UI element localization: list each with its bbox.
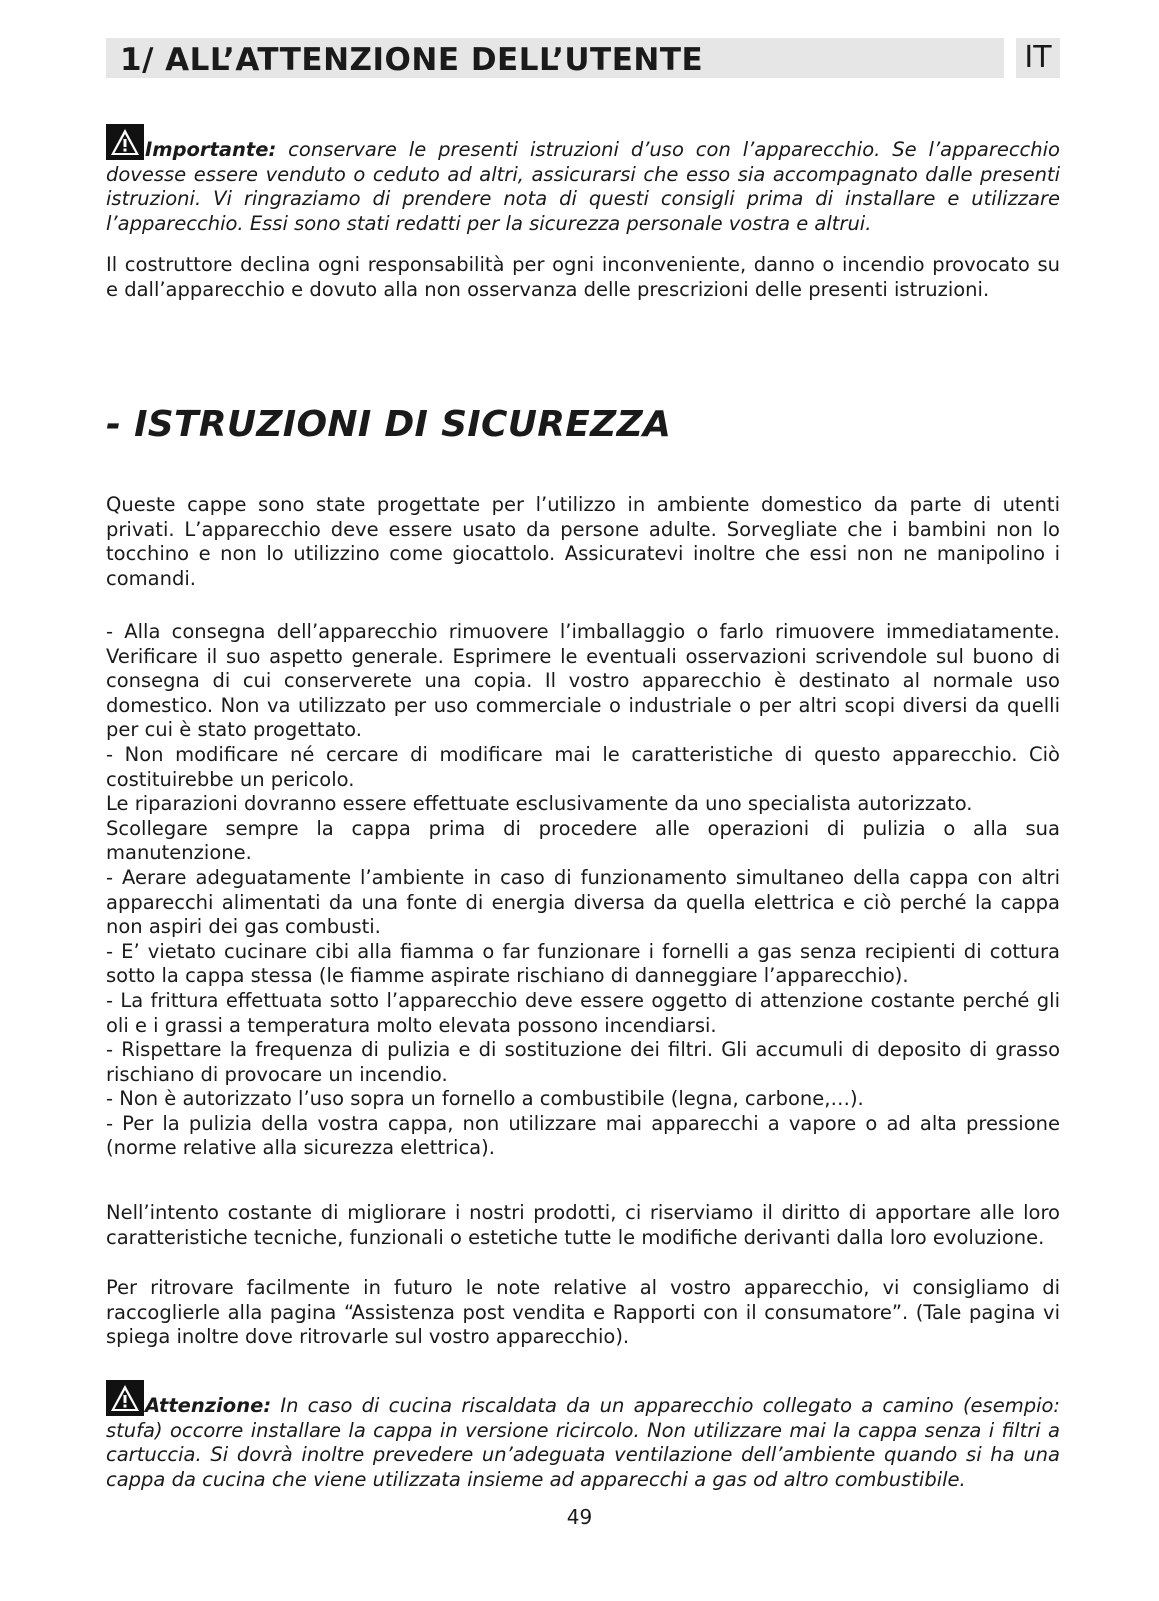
safety-intro-paragraph: Queste cappe sono state progettate per l’utilizzo in ambiente domestico da parte di utenti privati. L’apparecchio deve essere usato da persone adulte. Sorvegliate che i bambini non lo tocchino e non lo utilizzino come giocattolo. Assicuratevi inoltre che essi non ne manipolino i comandi.	[106, 493, 1060, 590]
list-item: Le riparazioni dovranno essere effettuate esclusivamente da uno specialista autorizzato.	[106, 792, 973, 816]
list-item: - Aerare adeguatamente l’ambiente in caso di funzionamento simultaneo della cappa con altri apparecchi alimentati da una fonte di energia diversa da quella elettrica e ciò perché la cappa non aspiri dei gas combusti.	[106, 865, 1060, 939]
section-header-bar	[106, 38, 1004, 78]
important-label: Importante:	[145, 138, 277, 161]
safety-instructions-list	[106, 620, 1060, 1161]
list-item: - La frittura effettuata sotto l’apparecchio deve essere oggetto di attenzione costante perché gli oli e i grassi a temperatura molto elevata possono incendiarsi.	[106, 988, 1060, 1037]
important-notice	[106, 124, 1060, 236]
list-item: - Non è autorizzato l’uso sopra un fornello a combustibile (legna, carbone,…).	[106, 1087, 864, 1111]
list-item: - Rispettare la frequenza di pulizia e di sostituzione dei filtri. Gli accumuli di deposito di grasso rischiano di provocare un incendio.	[106, 1038, 1060, 1086]
language-tag-box	[1016, 38, 1060, 78]
safety-section-title: - ISTRUZIONI DI SICUREZZA	[106, 404, 672, 445]
disclaimer-paragraph: Il costruttore declina ogni responsabilità per ogni inconveniente, danno o incendio provocato su e dall’apparecchio e dovuto alla non osservanza delle prescrizioni delle presenti istruzioni.	[106, 253, 1060, 301]
attention-label: Attenzione:	[145, 1394, 272, 1417]
section-header-title: 1/ ALL’ATTENZIONE DELL’UTENTE	[120, 42, 704, 78]
list-item: Scollegare sempre la cappa prima di procedere alle operazioni di pulizia o alla sua manutenzione.	[106, 816, 1060, 865]
page-number: 49	[566, 1505, 593, 1529]
important-text: conservare le presenti istruzioni d’uso con l’apparecchio. Se l’apparecchio dovesse essere venduto o ceduto ad altri, assicurarsi che esso sia accompagnato dalle presenti istruzioni. Vi ringraziamo di prendere nota di questi consigli prima di installare e utilizzare l’apparecchio. Essi sono stati redatti per la sicurezza personale vostra e altrui.	[106, 138, 1060, 235]
list-item: - Per la pulizia della vostra cappa, non utilizzare mai apparecchi a vapore o ad alta pressione (norme relative alla sicurezza elettrica).	[106, 1111, 1060, 1160]
warning-triangle-icon	[106, 124, 144, 160]
attention-notice	[106, 1380, 1060, 1492]
list-item: - Non modificare né cercare di modificare mai le caratteristiche di questo apparecchio. Ciò costituirebbe un pericolo.	[106, 742, 1060, 791]
attention-text: In caso di cucina riscaldata da un apparecchio collegato a camino (esempio: stufa) occorre installare la cappa in versione ricircolo. Non utilizzare mai la cappa senza i filtri a cartuccia. Si dovrà inoltre prevedere un’adeguata ventilazione dell’ambiente quando si ha una cappa da cucina che viene utilizzata insieme ad apparecchi a gas od altro combustibile.	[106, 1394, 1060, 1491]
language-tag: IT	[1024, 40, 1052, 75]
list-item: - Alla consegna dell’apparecchio rimuovere l’imballaggio o farlo rimuovere immediatamente. Verificare il suo aspetto generale. Esprimere le eventuali osservazioni scrivendole sul buono di consegna di cui conserverete una copia. Il vostro apparecchio è destinato al normale uso domestico. Non va utilizzato per uso commerciale o industriale o per altri scopi diversi da quelli per cui è stato progettato.	[106, 620, 1060, 742]
warning-triangle-icon	[106, 1380, 144, 1416]
improvement-paragraph: Nell’intento costante di migliorare i nostri prodotti, ci riserviamo il diritto di apportare alle loro caratteristiche tecniche, funzionali o estetiche tutte le modifiche derivanti dalla loro evoluzione.	[106, 1201, 1060, 1249]
support-paragraph: Per ritrovare facilmente in futuro le note relative al vostro apparecchio, vi consigliamo di raccoglierle alla pagina “Assistenza post vendita e Rapporti con il consumatore”. (Tale pagina vi spiega inoltre dove ritrovarle sul vostro apparecchio).	[106, 1276, 1060, 1349]
list-item: - E’ vietato cucinare cibi alla fiamma o far funzionare i fornelli a gas senza recipienti di cottura sotto la cappa stessa (le fiamme aspirate rischiano di danneggiare l’apparecchio).	[106, 939, 1060, 988]
